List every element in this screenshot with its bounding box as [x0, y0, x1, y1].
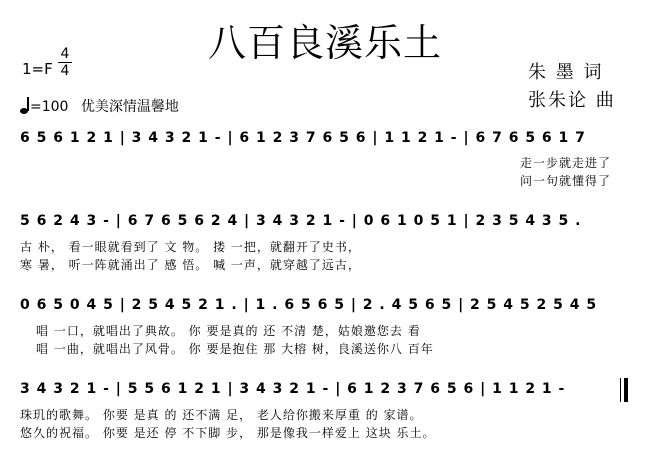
score-row-4-lyric-1: 珠玑的歌舞。 你要 是真 的 还不满 足， 老人给你搬来厚重 的 家谱。 — [20, 408, 423, 422]
score-row-3-notes: 0 6 5 0 4 5 | 2 5 4 5 2 1 . | 1 . 6 5 6 5 | 2 . 4 5 6 5 | 2 5 4 5 2 5 4 5 — [20, 297, 598, 313]
expression-text: 优美深情温馨地 — [80, 99, 179, 115]
score-row-2-notes: 5 6 2 4 3 - | 6 7 6 5 6 2 4 | 3 4 3 2 1 - | 0 6 1 0 5 1 | 2 3 5 4 3 5 . — [20, 213, 582, 229]
final-barline-thin — [620, 378, 621, 402]
key-signature: 1=F — [22, 60, 53, 78]
time-signature-top: 4 — [60, 46, 70, 62]
score-row-3-lyric-1: 唱 一口，就唱出了典故。 你 要是真的 还 不清 楚，姑娘邀您去 看 — [36, 324, 421, 338]
song-title: 八百良溪乐土 — [207, 21, 442, 65]
final-barline-thick — [624, 378, 628, 402]
time-signature — [58, 47, 72, 78]
score-row-3-lyric-2: 唱 一曲，就唱出了风骨。 你 要是抱住 那 大榕 树，良溪送你八 百年 — [36, 342, 434, 356]
score-row-2-lyric-2: 寒 暑， 听一阵就涌出了 感 悟。 喊 一声，就穿越了远古， — [20, 258, 361, 272]
score-row-1-notes: 6 5 6 1 2 1 | 3 4 3 2 1 - | 6 1 2 3 7 6 5 6 | 1 1 2 1 - | 6 7 6 5 6 1 7 — [20, 130, 586, 146]
tempo-marking — [20, 96, 179, 116]
tempo-value: =100 — [30, 99, 69, 115]
lyricist-credit: 朱 墨 词 — [528, 62, 604, 83]
score-row-1-lyric-1: 走一步就走进了 — [520, 156, 612, 170]
score-row-4-lyric-2: 悠久的祝福。 你要 是还 停 不下脚 步， 那是像我一样爱上 这块 乐土。 — [20, 426, 436, 440]
score-row-1-lyric-2: 问一句就懂得了 — [520, 174, 612, 188]
score-row-4-notes: 3 4 3 2 1 - | 5 5 6 1 2 1 | 3 4 3 2 1 - | 6 1 2 3 7 6 5 6 | 1 1 2 1 - — [20, 381, 566, 397]
score-row-2-lyric-1: 古 朴， 看一眼就看到了 文 物。 搂 一把，就翻开了史书， — [20, 240, 361, 254]
quarter-note-icon — [20, 98, 30, 114]
time-signature-bottom: 4 — [60, 63, 70, 79]
composer-credit: 张朱论 曲 — [528, 90, 616, 111]
